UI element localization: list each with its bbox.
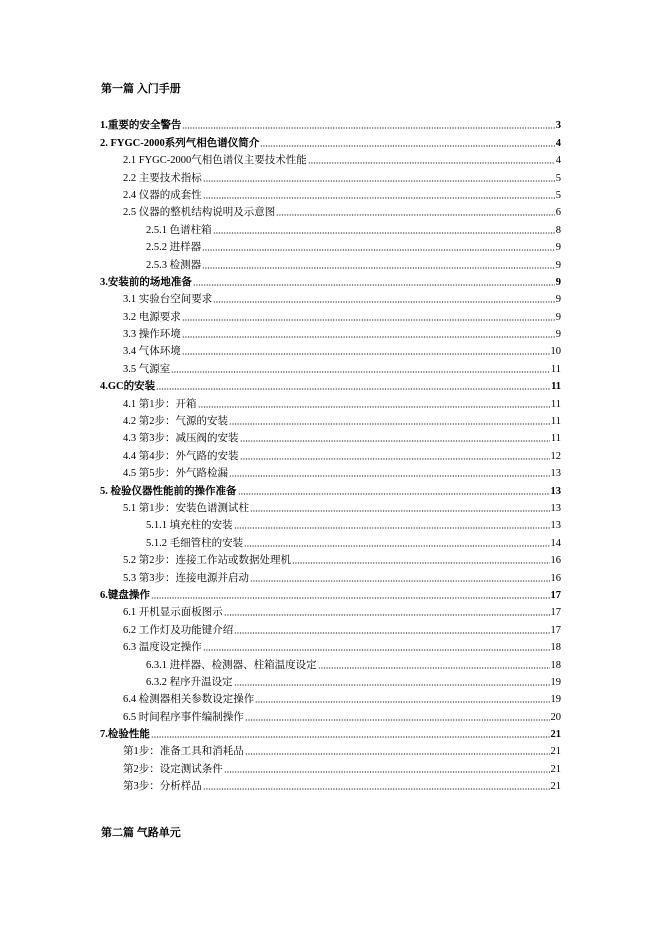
toc-page-number: 21 [550,746,561,758]
toc-dot-leader [292,562,550,564]
toc-entry[interactable] [100,306,561,323]
toc-entry[interactable] [100,272,561,289]
toc-dot-leader [276,214,555,216]
toc-entry[interactable] [100,776,561,793]
toc-dot-leader [202,249,555,251]
toc-dot-leader [213,232,555,234]
toc-dot-leader [203,649,550,651]
toc-dot-leader [182,319,555,321]
toc-entry[interactable] [100,150,561,167]
toc-dot-leader [234,632,549,634]
toc-entry-title: 4.4 第4步：外气路的安装 [123,450,239,462]
toc-dot-leader [255,701,549,703]
toc-entry-title: 4.1 第1步：开箱 [123,398,197,410]
toc-entry-title: 2.4 仪器的成套性 [123,189,202,201]
toc-entry[interactable] [100,706,561,723]
toc-page-number: 9 [555,259,561,271]
toc-dot-leader [234,684,550,686]
toc-page-number: 9 [555,276,561,288]
toc-entry-title: 第3步：分析样品 [123,781,202,793]
toc-page-number: 20 [550,711,561,723]
toc-entry-title: 2.5.2 进样器 [146,242,202,254]
toc-entry-title: 4.GC的安装 [100,381,156,393]
toc-entry[interactable] [100,585,561,602]
toc-dot-leader [234,527,550,529]
toc-entry[interactable] [100,132,561,149]
toc-dot-leader [182,336,555,338]
toc-page-number: 13 [550,502,561,514]
toc-dot-leader [229,423,550,425]
toc-entry[interactable] [100,185,561,202]
toc-page-number: 4 [555,155,561,167]
toc-page-number: 8 [555,224,561,236]
toc-dot-leader [171,371,550,373]
toc-entry[interactable] [100,115,561,132]
toc-entry-title: 5.1.2 毛细管柱的安装 [146,537,244,549]
toc-entry[interactable] [100,167,561,184]
toc-page-number: 9 [555,311,561,323]
toc-dot-leader [245,719,550,721]
toc-page-number: 11 [550,398,561,410]
toc-dot-leader [203,180,555,182]
toc-entry-title: 5.1 第1步：安装色谱测试柱 [123,502,249,514]
toc-entry-title: 6.2 工作灯及功能键介绍 [123,624,234,636]
toc-dot-leader [193,284,555,286]
toc-entry-title: 2.2 主要技术指标 [123,172,202,184]
toc-entry[interactable] [100,463,561,480]
toc-page-number: 21 [550,781,561,793]
toc-entry-title: 2.5 仪器的整机结构说明及示意图 [123,207,276,219]
toc-page-number: 17 [550,624,561,636]
toc-dot-leader [245,753,550,755]
toc-entry[interactable] [100,532,561,549]
toc-dot-leader [240,458,550,460]
toc-entry-title: 6.1 开机显示面板图示 [123,607,223,619]
toc-entry[interactable] [100,219,561,236]
toc-dot-leader [182,127,554,129]
toc-page-number: 13 [550,468,561,480]
toc-page-number: 12 [550,450,561,462]
toc-dot-leader [318,667,550,669]
toc-page-number: 14 [550,537,561,549]
toc-page-number: 10 [550,346,561,358]
toc-page-number: 17 [550,607,561,619]
toc-entry-title: 3.安装前的场地准备 [100,276,192,288]
toc-page-number: 9 [555,294,561,306]
toc-page-number: 9 [555,242,561,254]
toc-dot-leader [224,614,550,616]
toc-entry[interactable] [100,550,561,567]
toc-entry[interactable] [100,619,561,636]
toc-dot-leader [260,145,555,147]
toc-page-number: 11 [550,363,561,375]
toc-page-number: 16 [550,555,561,567]
toc-entry[interactable] [100,341,561,358]
toc-page-number: 6 [555,207,561,219]
toc-entry[interactable] [100,393,561,410]
toc-entry-title: 2.1 FYGC-2000气相色谱仪主要技术性能 [123,155,307,167]
toc-entry-title: 3.1 实验台空间要求 [123,294,213,306]
toc-entry[interactable] [100,411,561,428]
toc-entry-title: 4.5 第5步：外气路检漏 [123,468,228,480]
toc-page-number: 18 [550,642,561,654]
toc-page-number: 19 [550,676,561,688]
toc-page-number: 18 [550,659,561,671]
toc-entry-title: 6.3.2 程序升温设定 [146,676,233,688]
toc-entry-title: 6.4 检测器相关参数设定操作 [123,694,255,706]
toc-entry[interactable] [100,654,561,671]
toc-entry[interactable] [100,724,561,741]
toc-entry[interactable] [100,376,561,393]
toc-page-number: 17 [550,589,561,601]
toc-dot-leader [244,545,549,547]
toc-entry[interactable] [100,358,561,375]
toc-page-number: 11 [550,433,561,445]
toc-dot-leader [198,406,550,408]
toc-dot-leader [151,736,550,738]
toc-page-number: 21 [550,763,561,775]
toc-dot-leader [240,440,550,442]
toc-entry[interactable] [100,758,561,775]
toc-entry-title: 7.检验性能 [100,729,150,741]
toc-entry-title: 6.5 时间程序事件编制操作 [123,711,244,723]
toc-entry-title: 4.3 第3步：减压阀的安装 [123,433,239,445]
toc-entry[interactable] [100,672,561,689]
toc-page-number: 4 [555,137,561,149]
toc-page-number: 19 [550,694,561,706]
toc-dot-leader [202,267,555,269]
part-2-title: 第二篇 气路单元 [101,827,181,839]
toc-entry[interactable] [100,254,561,271]
toc-entry-title: 第1步：准备工具和消耗品 [123,746,244,758]
toc-entry-title: 2.5.3 检测器 [146,259,202,271]
toc-entry[interactable] [100,515,561,532]
toc-page-number: 13 [550,520,561,532]
toc-entry-title: 3.3 操作环境 [123,329,181,341]
toc-page-number: 11 [551,381,561,393]
toc-entry[interactable] [100,567,561,584]
toc-entry[interactable] [100,289,561,306]
toc-dot-leader [250,580,550,582]
toc-entry[interactable] [100,428,561,445]
table-of-contents [100,115,561,793]
toc-entry[interactable] [100,602,561,619]
toc-entry-title: 2.5.1 色谱柱箱 [146,224,212,236]
toc-dot-leader [203,788,550,790]
toc-entry-title: 4.2 第2步：气源的安装 [123,416,228,428]
toc-entry-title: 3.5 气源室 [123,363,171,375]
toc-entry-title: 5.1.1 填充柱的安装 [146,520,233,532]
toc-entry-title: 6.3 温度设定操作 [123,642,202,654]
toc-entry-title: 5.2 第2步：连接工作站或数据处理机 [123,555,291,567]
toc-entry[interactable] [100,741,561,758]
toc-entry-title: 1.重要的安全警告 [100,120,182,132]
toc-entry-title: 3.4 气体环境 [123,346,181,358]
toc-entry[interactable] [100,237,561,254]
toc-dot-leader [156,388,550,390]
toc-page-number: 5 [555,189,561,201]
toc-dot-leader [308,162,555,164]
toc-entry[interactable] [100,202,561,219]
toc-entry-title: 5.3 第3步：连接电源并启动 [123,572,249,584]
toc-dot-leader [224,771,550,773]
toc-dot-leader [238,493,550,495]
toc-page-number: 11 [550,416,561,428]
toc-dot-leader [250,510,550,512]
toc-dot-leader [151,597,550,599]
toc-page-number: 9 [555,329,561,341]
toc-entry[interactable] [100,445,561,462]
toc-page-number: 16 [550,572,561,584]
toc-entry[interactable] [100,324,561,341]
toc-entry[interactable] [100,637,561,654]
toc-entry-title: 6.键盘操作 [100,589,150,601]
part-1-title: 第一篇 入门手册 [101,83,181,95]
toc-entry-title: 5. 检验仪器性能前的操作准备 [100,485,237,497]
toc-entry[interactable] [100,498,561,515]
toc-dot-leader [203,197,555,199]
toc-page-number: 13 [550,485,561,497]
toc-page-number: 3 [555,120,561,132]
toc-entry[interactable] [100,689,561,706]
toc-entry[interactable] [100,480,561,497]
toc-entry-title: 6.3.1 进样器、检测器、柱箱温度设定 [146,659,317,671]
toc-entry-title: 第2步：设定测试条件 [123,763,223,775]
toc-dot-leader [213,301,555,303]
toc-dot-leader [229,475,550,477]
toc-entry-title: 3.2 电源要求 [123,311,181,323]
toc-dot-leader [182,353,550,355]
toc-entry-title: 2. FYGC-2000系列气相色谱仪简介 [100,137,260,149]
toc-page-number: 21 [550,729,561,741]
toc-page-number: 5 [555,172,561,184]
